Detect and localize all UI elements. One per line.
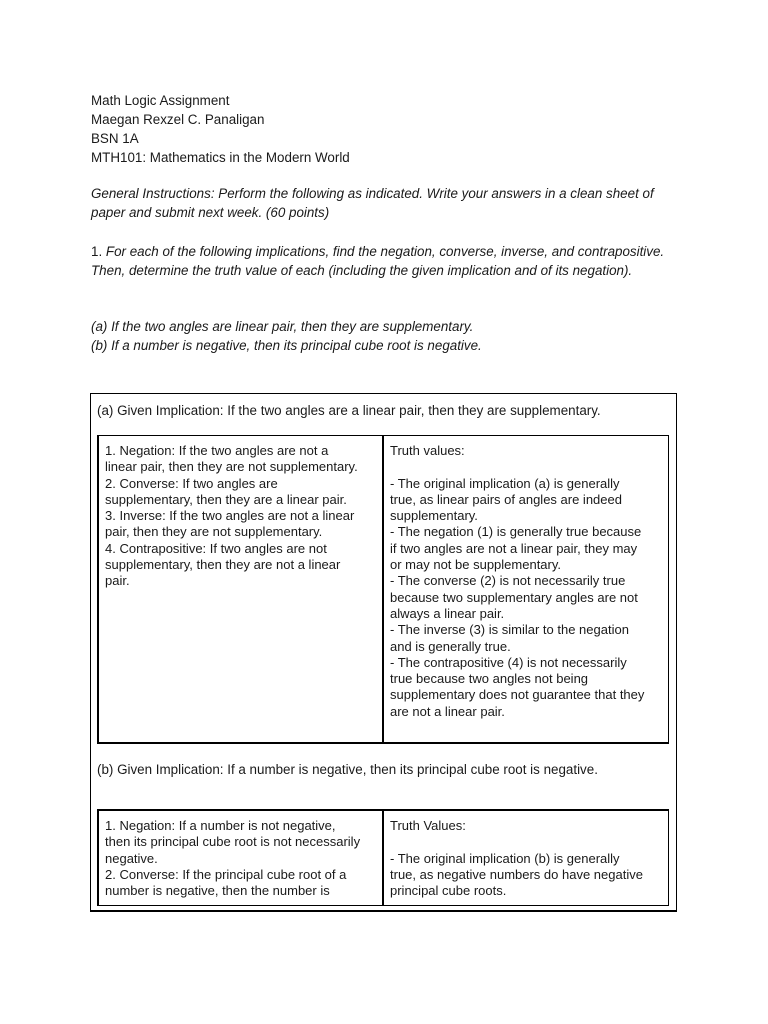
- answer-table: [90, 393, 677, 912]
- statement-line: negative.: [105, 850, 158, 866]
- truth-value-line: because two supplementary angles are not: [390, 589, 638, 605]
- truth-value-line: supplementary does not guarantee that they: [390, 687, 645, 703]
- statement-line: pair, then they are not supplementary.: [105, 524, 323, 540]
- statement-line: 1. Negation: If the two angles are not a: [105, 443, 329, 458]
- statements-cell-a: [99, 436, 384, 742]
- truth-value-line: - The inverse (3) is similar to the negation: [390, 622, 629, 638]
- truth-values-heading-b: Truth Values:: [390, 818, 466, 833]
- assignment-title: Math Logic Assignment: [91, 93, 230, 108]
- question-number: 1.: [91, 244, 106, 259]
- truth-value-line: - The negation (1) is generally true because: [390, 524, 642, 540]
- question-items: [91, 317, 687, 355]
- question-item-a: (a) If the two angles are linear pair, then they are supplementary.: [91, 319, 474, 334]
- truth-value-line: if two angles are not a linear pair, they may: [390, 540, 638, 556]
- statement-line: supplementary, then they are a linear pair.: [105, 491, 347, 507]
- given-implication-a: (a) Given Implication: If the two angles are a linear pair, then they are supplementary.: [97, 403, 601, 418]
- given-implication-b: (b) Given Implication: If a number is negative, then its principal cube root is negative.: [97, 762, 598, 777]
- statement-line: linear pair, then they are not supplementary.: [105, 459, 358, 475]
- statement-line: 2. Converse: If two angles are: [105, 475, 278, 491]
- statement-line: 4. Contrapositive: If two angles are not: [105, 540, 327, 556]
- truth-value-line: true because two angles not being: [390, 671, 589, 687]
- truth-value-line: - The contrapositive (4) is not necessarily: [390, 654, 627, 670]
- answer-table-a: [97, 435, 669, 744]
- statement-line: supplementary, then they are not a linear: [105, 557, 341, 573]
- truth-value-line: principal cube roots.: [390, 883, 507, 899]
- truth-values-cell-b: [384, 811, 668, 905]
- truth-values-heading-a: Truth values:: [390, 443, 465, 458]
- truth-value-line: and is generally true.: [390, 638, 511, 654]
- statements-cell-b: [99, 811, 384, 905]
- student-section: BSN 1A: [91, 131, 139, 146]
- truth-value-line: true, as linear pairs of angles are indeed: [390, 491, 622, 507]
- statement-line: 3. Inverse: If the two angles are not a linear: [105, 508, 355, 524]
- truth-value-line: always a linear pair.: [390, 605, 505, 621]
- truth-value-line: supplementary.: [390, 508, 478, 524]
- truth-value-line: - The original implication (a) is generally: [390, 475, 620, 491]
- question-text: For each of the following implications, find the negation, converse, inverse, and contrapositive. Then, determine the truth value of each (including the given implication and of its negation).: [91, 244, 665, 278]
- statement-line: 1. Negation: If a number is not negative,: [105, 818, 336, 833]
- document-header: [91, 91, 691, 167]
- truth-value-line: true, as negative numbers do have negative: [390, 866, 643, 882]
- student-name: Maegan Rexzel C. Panaligan: [91, 112, 265, 127]
- question-1: [91, 242, 687, 280]
- general-instructions: General Instructions: Perform the following as indicated. Write your answers in a clean sheet of paper and submit next week. (60 points): [91, 186, 654, 220]
- statement-line: 2. Converse: If the principal cube root of a: [105, 866, 347, 882]
- answer-table-b: [97, 809, 669, 906]
- truth-value-line: - The original implication (b) is generally: [390, 850, 620, 866]
- truth-value-line: - The converse (2) is not necessarily true: [390, 573, 626, 589]
- statement-line: number is negative, then the number is: [105, 883, 330, 899]
- truth-value-line: are not a linear pair.: [390, 703, 505, 719]
- statement-line: pair.: [105, 573, 130, 589]
- question-item-b: (b) If a number is negative, then its principal cube root is negative.: [91, 338, 482, 353]
- statement-line: then its principal cube root is not necessarily: [105, 834, 361, 850]
- course-name: MTH101: Mathematics in the Modern World: [91, 150, 350, 165]
- truth-values-cell-a: [384, 436, 668, 742]
- truth-value-line: or may not be supplementary.: [390, 557, 562, 573]
